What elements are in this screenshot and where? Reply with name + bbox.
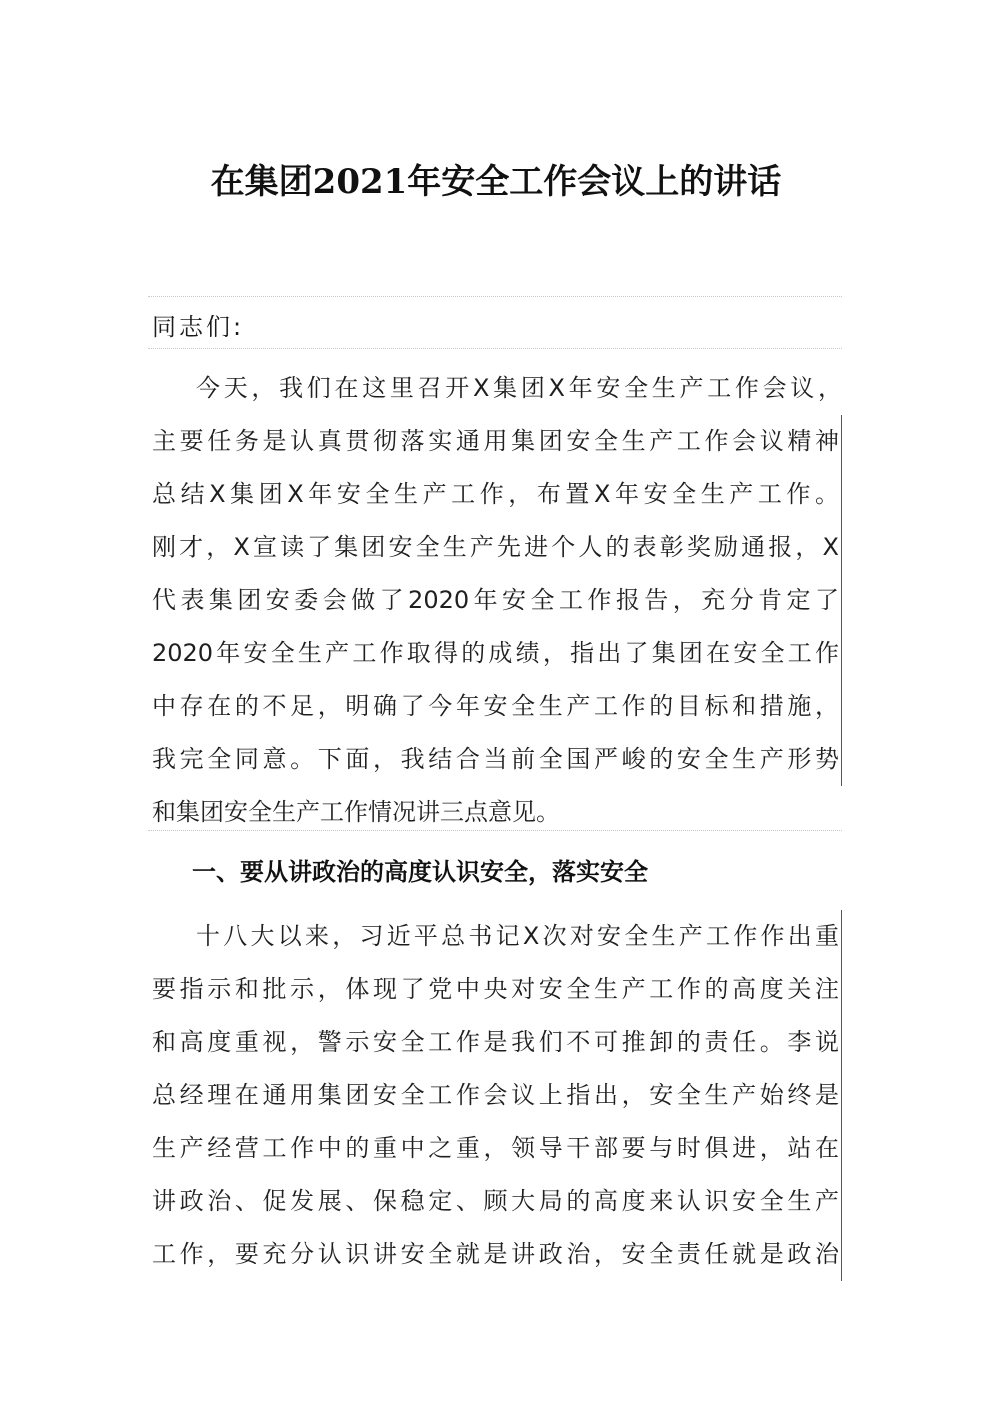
section-divider [148,830,842,831]
paragraph-line: 工作，要充分认识讲安全就是讲政治，安全责任就是政治 [152,1228,842,1281]
paragraph-line: 代表集团安委会做了2020年安全工作报告，充分肯定了 [152,574,842,627]
paragraph-line: 讲政治、促发展、保稳定、顾大局的高度来认识安全生产 [152,1175,842,1228]
paragraph-section-one [152,910,842,1281]
section-divider [148,348,842,349]
paragraph-line: 主要任务是认真贯彻落实通用集团安全生产工作会议精神 [152,415,842,468]
section-divider [148,296,842,297]
paragraph-line: 和高度重视，警示安全工作是我们不可推卸的责任。李说 [152,1016,842,1069]
paragraph-line: 中存在的不足，明确了今年安全生产工作的目标和措施， [152,680,842,733]
paragraph-line: 生产经营工作中的重中之重，领导干部要与时俱进，站在 [152,1122,842,1175]
paragraph-line: 总经理在通用集团安全工作会议上指出，安全生产始终是 [152,1069,842,1122]
salutation: 同志们: [152,313,245,341]
paragraph-intro [152,362,842,839]
paragraph-line: 要指示和批示，体现了党中央对安全生产工作的高度关注 [152,963,842,1016]
paragraph-line: 今天，我们在这里召开X集团X年安全生产工作会议， [196,374,842,402]
paragraph-line: 2020年安全生产工作取得的成绩，指出了集团在安全工作 [152,627,842,680]
paragraph-line: 和集团安全生产工作情况讲三点意见。 [152,798,560,826]
paragraph-line: 刚才，X宣读了集团安全生产先进个人的表彰奖励通报，X [152,521,842,574]
paragraph-line: 我完全同意。下面，我结合当前全国严峻的安全生产形势 [152,733,842,786]
document-title: 在集团2021年安全工作会议上的讲话 [210,162,782,202]
paragraph-line: 总结X集团X年安全生产工作，布置X年安全生产工作。 [152,468,842,521]
paragraph-line: 十八大以来，习近平总书记X次对安全生产工作作出重 [152,910,842,963]
section-heading: 一、要从讲政治的高度认识安全，落实安全 [192,858,648,886]
